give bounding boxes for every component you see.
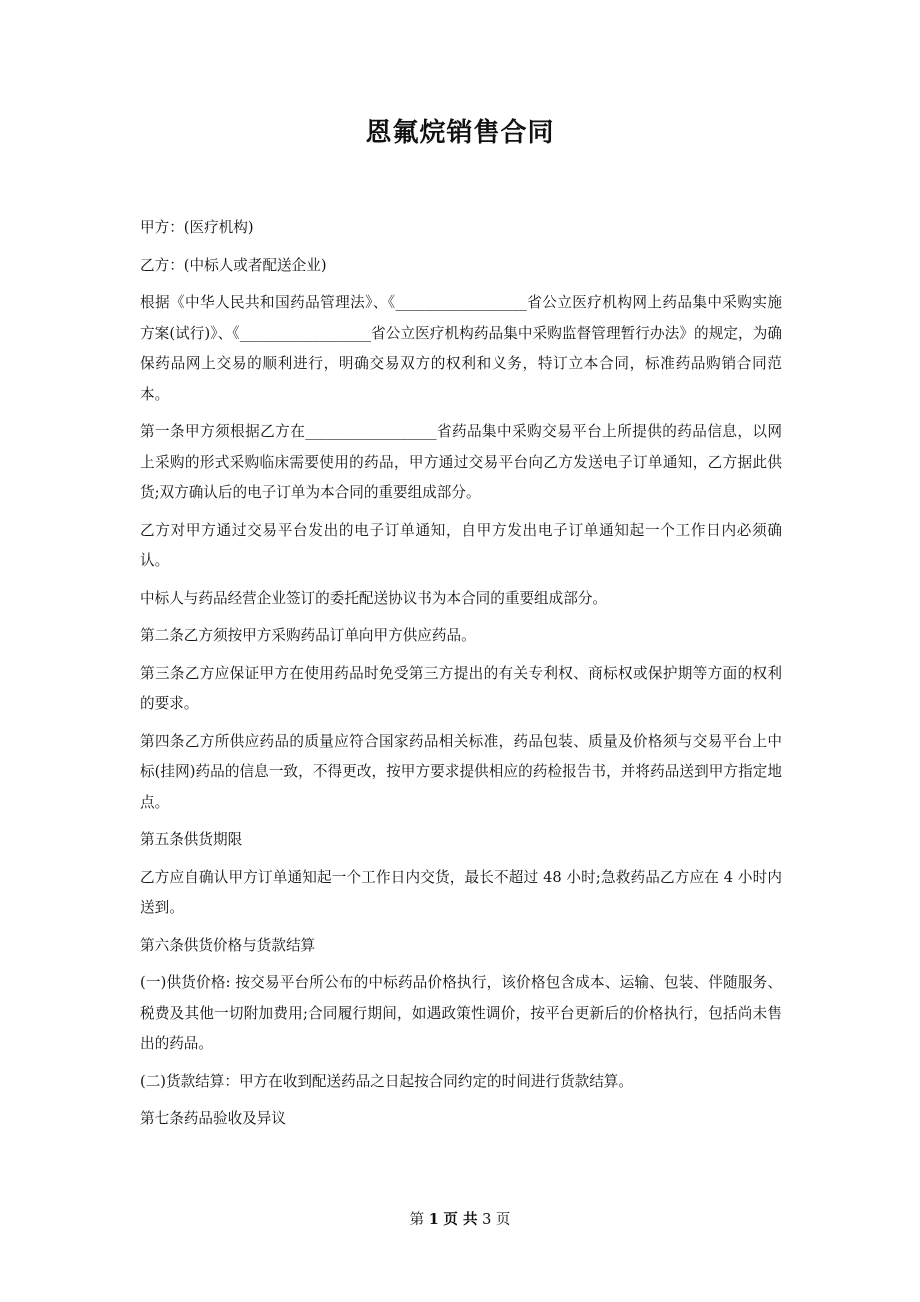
document-body [140, 213, 782, 1142]
supply-price-paragraph: (一)供货价格: 按交易平台所公布的中标药品价格执行，该价格包含成本、运输、包装、伴随服务、税费及其他一切附加费用;合同履行期间，如遇政策性调价，按平台更新后的价格执行，包括尚未售出的药品。 [140, 974, 782, 1052]
order-confirmation-paragraph: 乙方对甲方通过交易平台发出的电子订单通知，自甲方发出电子订单通知起一个工作日内必须确认。 [140, 521, 782, 569]
delivery-term-paragraph: 乙方应自确认甲方订单通知起一个工作日内交货，最长不超过 48 小时;急救药品乙方应在 4 小时内送到。 [140, 868, 782, 916]
payment-settlement-paragraph: (二)货款结算：甲方在收到配送药品之日起按合同约定的时间进行货款结算。 [140, 1072, 633, 1090]
footer-suffix: 页 [495, 1212, 511, 1228]
article-3-paragraph: 第三条乙方应保证甲方在使用药品时免受第三方提出的有关专利权、商标权或保护期等方面的权利的要求。 [140, 664, 782, 712]
article-1-paragraph: 第一条甲方须根据乙方在__________________省药品集中采购交易平台上所提供的药品信息，以网上采购的形式采购临床需要使用的药品，甲方通过交易平台向乙方发送电子订单通知，乙方据此供货;双方确认后的电子订单为本合同的重要组成部分。 [140, 423, 782, 501]
party-a-line: 甲方：(医疗机构) [140, 219, 254, 236]
page-footer [0, 1208, 920, 1229]
party-b-line: 乙方：(中标人或者配送企业) [140, 256, 327, 274]
article-4-paragraph: 第四条乙方所供应药品的质量应符合国家药品相关标准，药品包装、质量及价格须与交易平台上中标(挂网)药品的信息一致，不得更改，按甲方要求提供相应的药检报告书，并将药品送到甲方指定地点。 [140, 732, 782, 811]
article-7-heading: 第七条药品验收及异议 [140, 1110, 286, 1127]
article-5-heading: 第五条供货期限 [140, 831, 243, 848]
preamble-paragraph: 根据《中华人民共和国药品管理法》、《__________________省公立医疗机构网上药品集中采购实施方案(试行)》、《__________________省公立医疗机构药品集中采购监督管理暂行办法》的规定，为确保药品网上交易的顺利进行，明确交易双方的权利和义务，特订立本合同，标准药品购销合同范本。 [140, 294, 782, 403]
document-title: 恩氟烷销售合同 [365, 118, 555, 148]
article-2-paragraph: 第二条乙方须按甲方采购药品订单向甲方供应药品。 [140, 627, 476, 644]
footer-prefix: 第 [409, 1212, 425, 1228]
footer-middle: 页 共 [443, 1211, 478, 1228]
delegation-agreement-paragraph: 中标人与药品经营企业签订的委托配送协议书为本合同的重要组成部分。 [140, 589, 608, 607]
article-6-heading: 第六条供货价格与货款结算 [140, 936, 316, 954]
total-pages-number: 3 [482, 1212, 492, 1228]
current-page-number: 1 [428, 1211, 439, 1228]
